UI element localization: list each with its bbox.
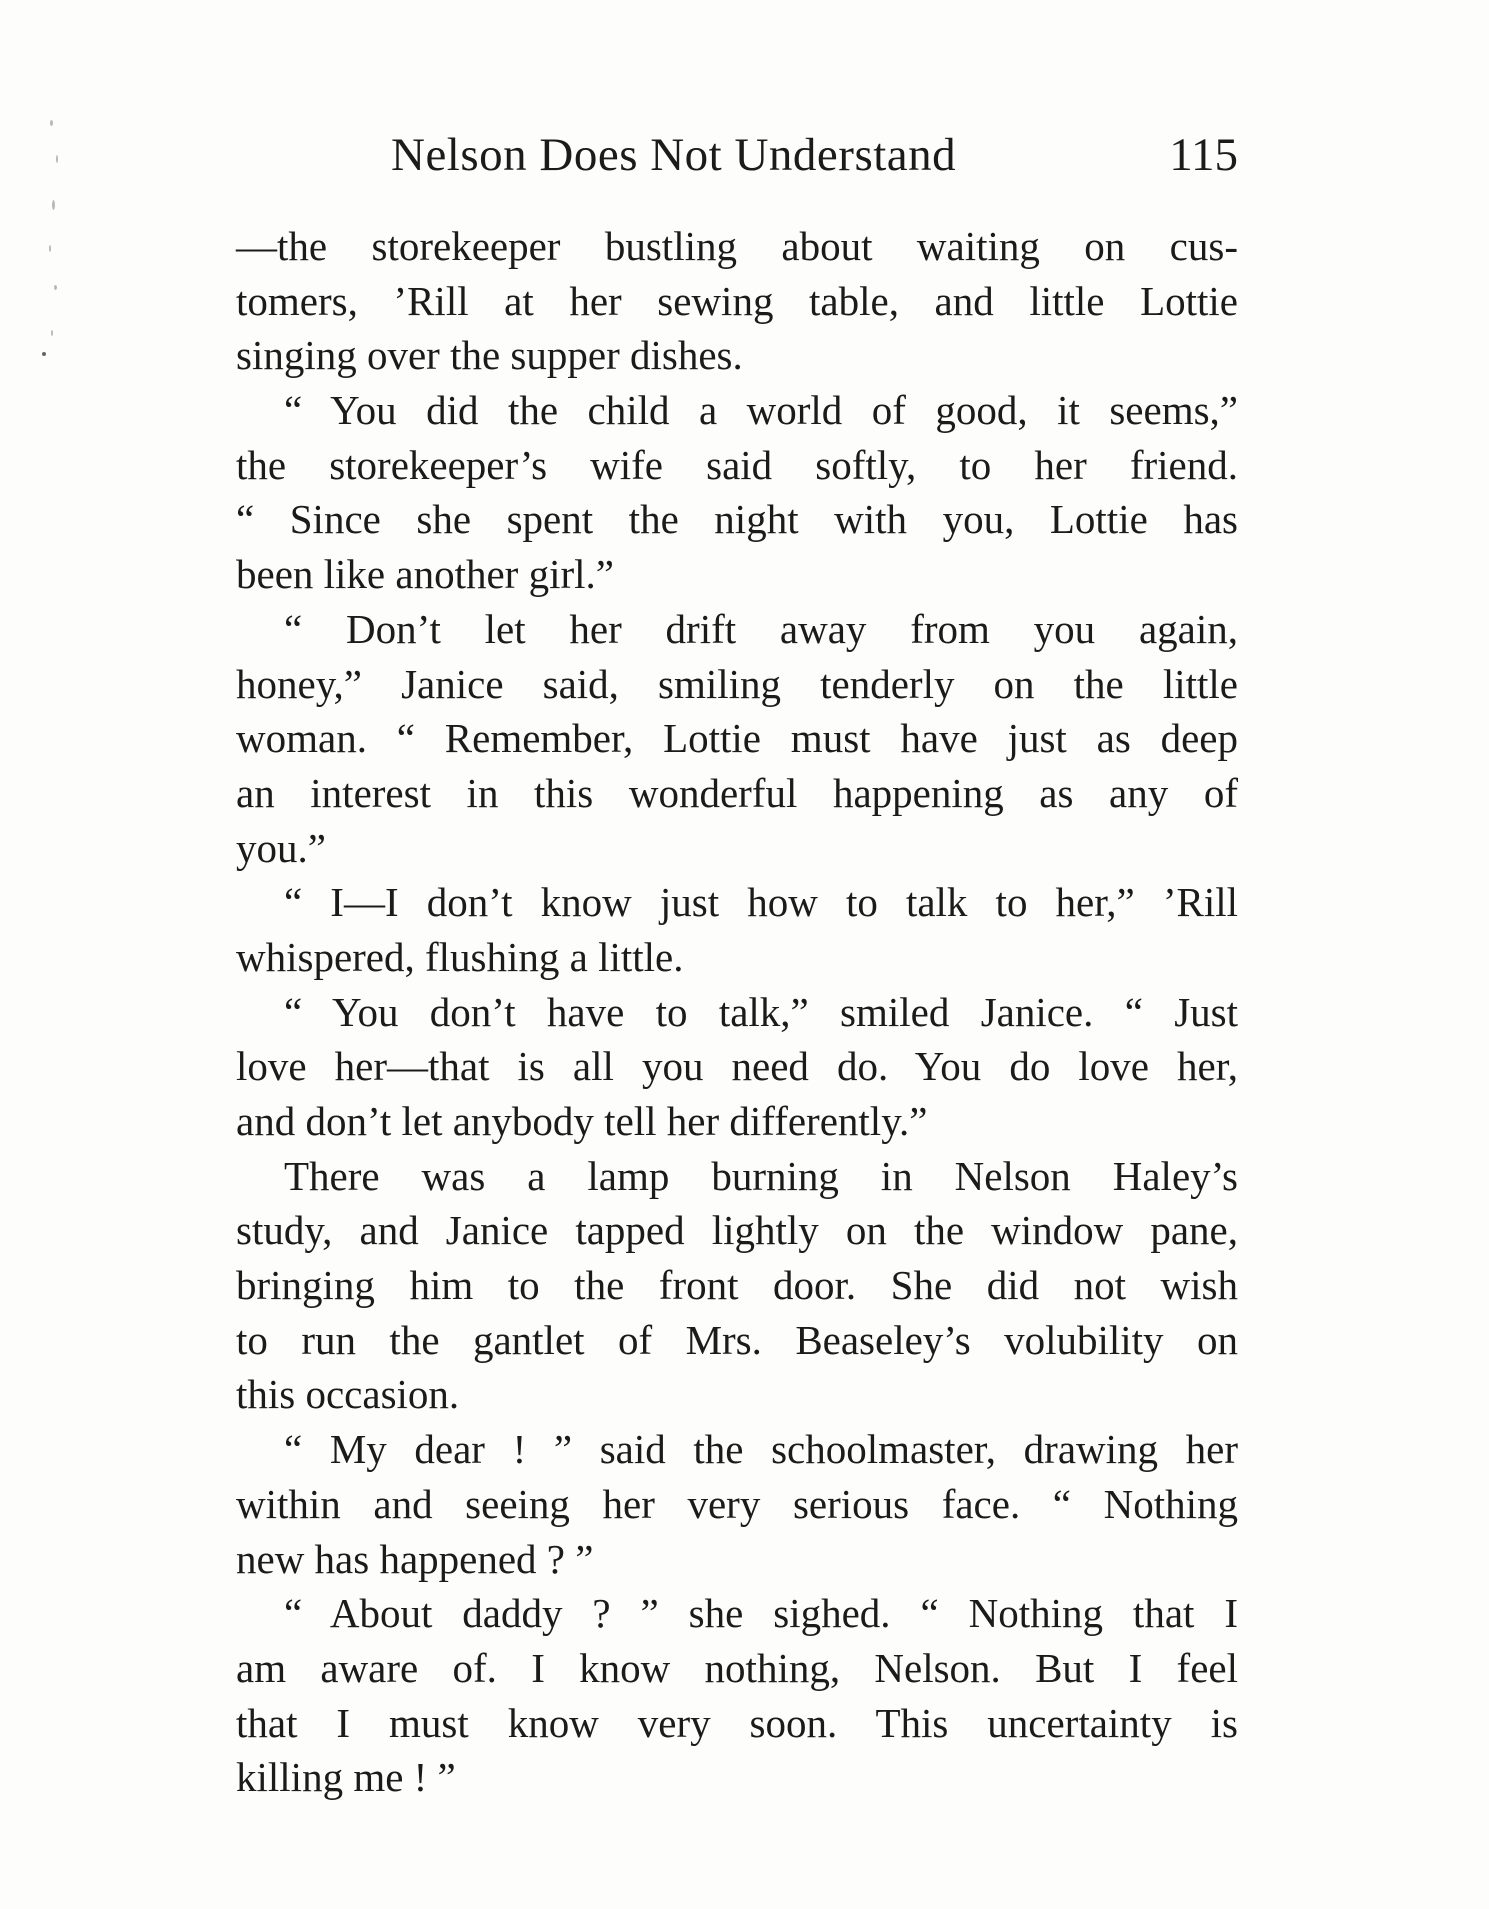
text-line: study, and Janice tapped lightly on the window pane, <box>236 1207 1238 1254</box>
text-line: “ Since she spent the night with you, Lottie has <box>236 496 1238 543</box>
text-line: and don’t let anybody tell her differently.” <box>236 1098 928 1144</box>
text-line: tomers, ’Rill at her sewing table, and little Lottie <box>236 277 1238 324</box>
text-line: you.” <box>236 824 326 871</box>
text-line: that I must know very soon. This uncertainty is <box>236 1699 1238 1746</box>
text-line: “ You don’t have to talk,” smiled Janice. “ Just <box>284 988 1238 1035</box>
text-line: “ About daddy ? ” she sighed. “ Nothing that I <box>284 1590 1238 1637</box>
text-line: this occasion. <box>236 1371 460 1418</box>
text-line: honey,” Janice said, smiling tenderly on the little <box>236 660 1238 707</box>
body-text <box>236 219 1238 1805</box>
page-header <box>236 128 1238 188</box>
text-line: new has happened ? ” <box>236 1535 594 1582</box>
text-line: whispered, flushing a little. <box>236 933 684 980</box>
text-line: “ My dear ! ” said the schoolmaster, drawing her <box>284 1426 1238 1473</box>
margin-specks <box>46 80 76 380</box>
text-line: —the storekeeper bustling about waiting on cus- <box>236 223 1238 269</box>
text-line: singing over the supper dishes. <box>236 332 743 379</box>
text-line: been like another girl.” <box>236 551 614 598</box>
text-line: bringing him to the front door. She did not wish <box>236 1262 1238 1309</box>
page-number: 115 <box>1169 129 1238 181</box>
text-line: love her—that is all you need do. You do love her, <box>236 1043 1238 1090</box>
text-line: to run the gantlet of Mrs. Beaseley’s volubility on <box>236 1316 1238 1363</box>
text-line: “ Don’t let her drift away from you again, <box>284 605 1238 652</box>
text-line: killing me ! ” <box>236 1754 456 1801</box>
text-line: am aware of. I know nothing, Nelson. But I feel <box>236 1644 1238 1691</box>
running-title: Nelson Does Not Understand <box>391 129 957 181</box>
text-line: “ I—I don’t know just how to talk to her,” ’Rill <box>284 879 1238 926</box>
text-line: within and seeing her very serious face. “ Nothing <box>236 1480 1238 1527</box>
text-line: woman. “ Remember, Lottie must have just as deep <box>236 715 1238 762</box>
text-line: There was a lamp burning in Nelson Haley’s <box>284 1152 1238 1199</box>
text-line: “ You did the child a world of good, it seems,” <box>284 387 1238 434</box>
text-line: the storekeeper’s wife said softly, to her friend. <box>236 441 1238 488</box>
text-line: an interest in this wonderful happening as any of <box>236 769 1238 816</box>
